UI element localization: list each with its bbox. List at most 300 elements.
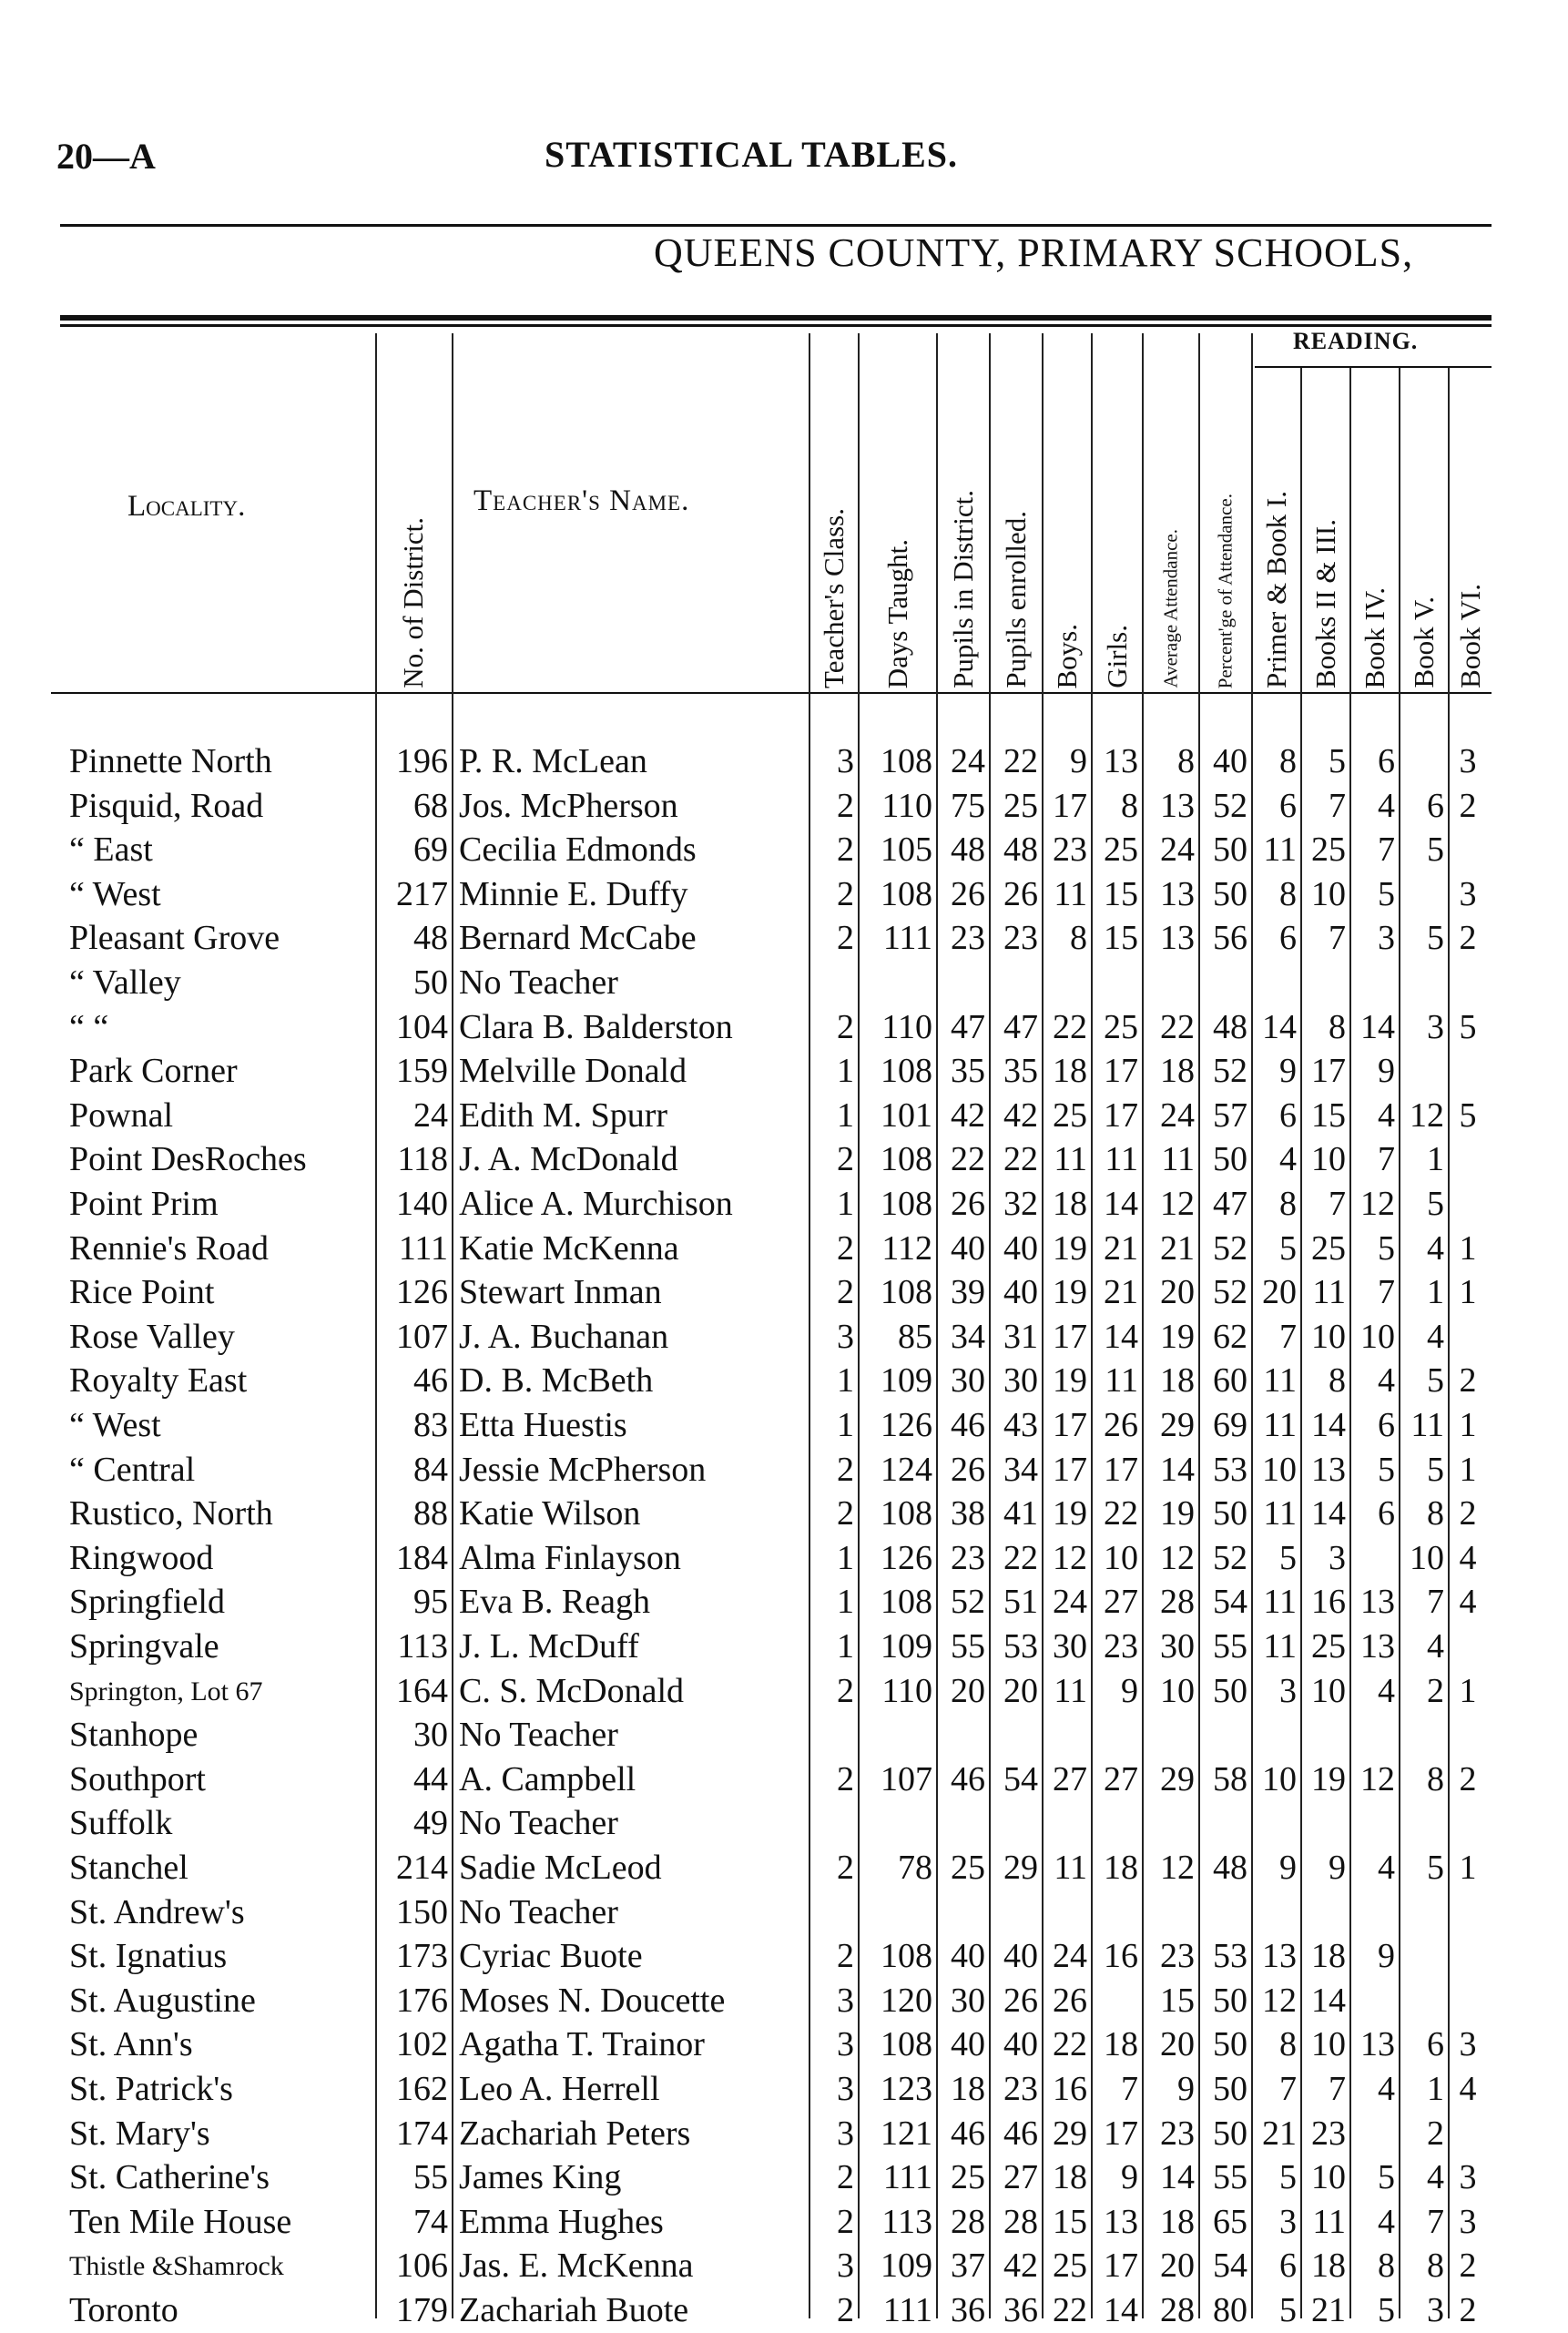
- cell-b4: 6: [1378, 742, 1395, 780]
- page-title: STATISTICAL TABLES.: [545, 134, 959, 175]
- cell-locality: Rennie's Road: [69, 1228, 269, 1268]
- cell-pupils: 75: [951, 786, 985, 825]
- table-row: [0, 1049, 1568, 1094]
- cell-class: 2: [837, 786, 854, 825]
- cell-district: 217: [396, 874, 448, 913]
- cell-pct: 47: [1213, 1185, 1247, 1223]
- cell-days: 108: [881, 1140, 932, 1179]
- cell-primer: 6: [1279, 2246, 1297, 2286]
- cell-avg: 24: [1160, 830, 1195, 870]
- cell-locality: Pinnette North: [69, 742, 272, 780]
- cell-teacher: Stewart Inman: [459, 1273, 662, 1312]
- cell-enrolled: 43: [1003, 1406, 1038, 1444]
- cell-teacher: Edith M. Spurr: [459, 1095, 668, 1135]
- cell-b5: 7: [1427, 2202, 1444, 2241]
- cell-avg: 23: [1160, 1937, 1195, 1976]
- cell-girls: 17: [1104, 1052, 1138, 1091]
- cell-district: 111: [398, 1228, 448, 1268]
- cell-avg: 13: [1160, 786, 1195, 825]
- cell-pupils: 48: [951, 830, 985, 870]
- cell-pct: 50: [1213, 1671, 1247, 1710]
- cell-avg: 20: [1160, 2025, 1195, 2064]
- book-four-column-header: Book IV.: [1359, 586, 1390, 688]
- cell-avg: 24: [1160, 1095, 1195, 1135]
- cell-boys: 18: [1053, 1052, 1087, 1091]
- cell-girls: 21: [1104, 1228, 1138, 1268]
- cell-avg: 15: [1160, 1981, 1195, 2020]
- cell-enrolled: 40: [1003, 1937, 1038, 1976]
- cell-pct: 69: [1213, 1406, 1247, 1444]
- cell-b23: 14: [1311, 1981, 1346, 2020]
- header-double-rule-bottom: [60, 324, 1492, 327]
- cell-enrolled: 53: [1003, 1627, 1038, 1666]
- header-double-rule-top: [60, 315, 1492, 321]
- cell-pct: 56: [1213, 919, 1247, 958]
- cell-enrolled: 20: [1003, 1671, 1038, 1710]
- cell-class: 2: [837, 1273, 854, 1312]
- cell-b23: 21: [1311, 2291, 1346, 2329]
- reading-group-header: READING.: [1293, 328, 1419, 354]
- cell-class: 2: [837, 830, 854, 870]
- cell-pupils: 26: [951, 1450, 985, 1489]
- cell-pct: 48: [1213, 1007, 1247, 1046]
- cell-class: 1: [837, 1538, 854, 1577]
- cell-enrolled: 54: [1003, 1759, 1038, 1798]
- cell-pct: 52: [1213, 1052, 1247, 1091]
- cell-pupils: 46: [951, 1406, 985, 1444]
- cell-b5: 1: [1427, 1140, 1444, 1179]
- cell-locality: Rose Valley: [69, 1317, 235, 1356]
- cell-boys: 15: [1053, 2202, 1087, 2241]
- cell-district: 106: [396, 2246, 448, 2286]
- cell-primer: 10: [1262, 1759, 1297, 1798]
- cell-b5: 5: [1427, 1450, 1444, 1489]
- cell-b6: 2: [1459, 2246, 1477, 2286]
- cell-girls: 26: [1104, 1406, 1138, 1444]
- cell-b23: 10: [1311, 1671, 1346, 1710]
- cell-b5: 8: [1427, 2246, 1444, 2286]
- cell-days: 108: [881, 1937, 932, 1976]
- table-row: [0, 1182, 1568, 1227]
- cell-girls: 8: [1121, 786, 1138, 825]
- cell-boys: 23: [1053, 830, 1087, 870]
- cell-b23: 11: [1312, 1273, 1346, 1312]
- cell-girls: 14: [1104, 1317, 1138, 1356]
- cell-teacher: P. R. McLean: [459, 742, 647, 780]
- cell-primer: 11: [1263, 830, 1297, 870]
- cell-class: 2: [837, 1007, 854, 1046]
- cell-teacher: Jas. E. McKenna: [459, 2246, 694, 2286]
- cell-locality: Springton, Lot 67: [69, 1676, 263, 1706]
- cell-locality: Stanhope: [69, 1716, 199, 1755]
- cell-b23: 7: [1329, 1185, 1346, 1223]
- table-row: [0, 1005, 1568, 1050]
- cell-b23: 19: [1311, 1759, 1346, 1798]
- cell-pct: 58: [1213, 1759, 1247, 1798]
- cell-teacher: Alice A. Murchison: [459, 1185, 733, 1223]
- cell-enrolled: 42: [1003, 2246, 1038, 2286]
- cell-primer: 14: [1262, 1007, 1297, 1046]
- cell-pct: 65: [1213, 2202, 1247, 2241]
- cell-days: 124: [881, 1450, 932, 1489]
- cell-class: 3: [837, 1981, 854, 2020]
- cell-district: 126: [396, 1273, 448, 1312]
- cell-b6: 4: [1459, 1583, 1477, 1622]
- cell-days: 108: [881, 874, 932, 913]
- cell-b4: 5: [1378, 2291, 1395, 2329]
- table-row: [0, 916, 1568, 961]
- cell-enrolled: 35: [1003, 1052, 1038, 1091]
- cell-district: 30: [413, 1716, 448, 1755]
- cell-avg: 28: [1160, 1583, 1195, 1622]
- cell-locality: “ Valley: [69, 963, 181, 1002]
- cell-boys: 11: [1054, 874, 1087, 913]
- cell-district: 102: [396, 2025, 448, 2064]
- cell-b4: 7: [1378, 1273, 1395, 1312]
- cell-class: 2: [837, 2158, 854, 2197]
- cell-pupils: 26: [951, 1185, 985, 1223]
- cell-girls: 10: [1104, 1538, 1138, 1577]
- cell-girls: 14: [1104, 2291, 1138, 2329]
- cell-pupils: 38: [951, 1494, 985, 1533]
- cell-locality: Royalty East: [69, 1361, 248, 1401]
- cell-b23: 9: [1329, 1849, 1346, 1887]
- header-bottom-rule: [51, 692, 1492, 694]
- cell-b6: 4: [1459, 2070, 1477, 2108]
- cell-boys: 11: [1054, 1140, 1087, 1179]
- table-row: [0, 1625, 1568, 1669]
- cell-avg: 9: [1177, 2070, 1195, 2108]
- cell-pupils: 25: [951, 2158, 985, 2197]
- cell-class: 1: [837, 1052, 854, 1091]
- cell-class: 1: [837, 1583, 854, 1622]
- cell-girls: 17: [1104, 2246, 1138, 2286]
- cell-boys: 8: [1070, 919, 1087, 958]
- cell-locality: “ Central: [69, 1450, 196, 1489]
- cell-days: 109: [881, 1627, 932, 1666]
- cell-primer: 7: [1279, 1317, 1297, 1356]
- cell-b4: 8: [1378, 2246, 1395, 2286]
- cell-enrolled: 32: [1003, 1185, 1038, 1223]
- cell-b23: 25: [1311, 1627, 1346, 1666]
- cell-days: 111: [882, 919, 932, 958]
- cell-b23: 7: [1329, 786, 1346, 825]
- cell-boys: 24: [1053, 1937, 1087, 1976]
- cell-days: 121: [881, 2114, 932, 2153]
- days-taught-column-header: Days Taught.: [881, 538, 913, 688]
- cell-b23: 17: [1311, 1052, 1346, 1091]
- cell-district: 24: [413, 1095, 448, 1135]
- cell-pupils: 24: [951, 742, 985, 780]
- cell-days: 126: [881, 1406, 932, 1444]
- table-row: [0, 1890, 1568, 1935]
- cell-locality: St. Patrick's: [69, 2070, 233, 2108]
- table-row: [0, 1934, 1568, 1979]
- cell-pupils: 36: [951, 2291, 985, 2329]
- cell-b23: 13: [1311, 1450, 1346, 1489]
- district-column-header: No. of District.: [397, 517, 429, 688]
- cell-class: 2: [837, 1849, 854, 1887]
- cell-locality: Point DesRoches: [69, 1140, 307, 1179]
- cell-avg: 10: [1160, 1671, 1195, 1710]
- cell-b5: 1: [1427, 1273, 1444, 1312]
- cell-teacher: Emma Hughes: [459, 2202, 664, 2241]
- cell-pupils: 30: [951, 1361, 985, 1401]
- cell-b6: 1: [1459, 1450, 1477, 1489]
- district-header-cell: [377, 333, 450, 690]
- cell-girls: 7: [1121, 2070, 1138, 2108]
- cell-teacher: No Teacher: [459, 1892, 618, 1931]
- cell-days: 108: [881, 1494, 932, 1533]
- cell-district: 84: [413, 1450, 448, 1489]
- cell-class: 3: [837, 1317, 854, 1356]
- cell-b4: 9: [1378, 1052, 1395, 1091]
- cell-b5: 8: [1427, 1759, 1444, 1798]
- cell-teacher: No Teacher: [459, 1804, 618, 1843]
- cell-b6: 3: [1459, 2025, 1477, 2064]
- cell-enrolled: 29: [1003, 1849, 1038, 1887]
- cell-district: 164: [396, 1671, 448, 1710]
- cell-primer: 6: [1279, 919, 1297, 958]
- cell-primer: 11: [1263, 1361, 1297, 1401]
- cell-primer: 3: [1279, 1671, 1297, 1710]
- cell-b6: 2: [1459, 919, 1477, 958]
- cell-b4: 13: [1360, 1627, 1395, 1666]
- cell-b6: 2: [1459, 1361, 1477, 1401]
- cell-district: 150: [396, 1892, 448, 1931]
- cell-teacher: Alma Finlayson: [459, 1538, 681, 1577]
- cell-b4: 9: [1378, 1937, 1395, 1976]
- cell-boys: 19: [1053, 1273, 1087, 1312]
- cell-enrolled: 48: [1003, 830, 1038, 870]
- cell-teacher: Cecilia Edmonds: [459, 830, 697, 870]
- table-row: [0, 1979, 1568, 2023]
- cell-boys: 22: [1053, 1007, 1087, 1046]
- table-row: [0, 1757, 1568, 1802]
- cell-primer: 4: [1279, 1140, 1297, 1179]
- cell-pct: 53: [1213, 1450, 1247, 1489]
- cell-avg: 13: [1160, 874, 1195, 913]
- cell-district: 113: [397, 1627, 448, 1666]
- table-row: [0, 2244, 1568, 2288]
- cell-enrolled: 26: [1003, 874, 1038, 913]
- cell-b4: 5: [1378, 874, 1395, 913]
- cell-boys: 18: [1053, 2158, 1087, 2197]
- cell-pct: 50: [1213, 830, 1247, 870]
- cell-boys: 26: [1053, 1981, 1087, 2020]
- cell-b23: 16: [1311, 1583, 1346, 1622]
- cell-locality: “ West: [69, 1406, 161, 1444]
- cell-b4: 13: [1360, 1583, 1395, 1622]
- cell-enrolled: 34: [1003, 1450, 1038, 1489]
- cell-days: 109: [881, 2246, 932, 2286]
- cell-girls: 9: [1121, 1671, 1138, 1710]
- table-row: [0, 1094, 1568, 1138]
- enrolled-header-cell: [991, 333, 1042, 690]
- cell-teacher: Eva B. Reagh: [459, 1583, 651, 1622]
- cell-primer: 21: [1262, 2114, 1297, 2153]
- cell-girls: 16: [1104, 1937, 1138, 1976]
- cell-b4: 4: [1378, 1095, 1395, 1135]
- cell-class: 2: [837, 2202, 854, 2241]
- cell-girls: 21: [1104, 1273, 1138, 1312]
- cell-teacher: No Teacher: [459, 963, 618, 1002]
- cell-teacher: J. A. McDonald: [459, 1140, 678, 1179]
- cell-b23: 8: [1329, 1361, 1346, 1401]
- cell-girls: 25: [1104, 1007, 1138, 1046]
- cell-locality: St. Mary's: [69, 2114, 210, 2153]
- cell-enrolled: 51: [1003, 1583, 1038, 1622]
- cell-b6: 1: [1459, 1406, 1477, 1444]
- table-row: [0, 2112, 1568, 2156]
- cell-b23: 14: [1311, 1406, 1346, 1444]
- cell-b23: 10: [1311, 1140, 1346, 1179]
- cell-locality: St. Augustine: [69, 1981, 256, 2020]
- primer-header-cell: [1253, 333, 1300, 690]
- cell-class: 1: [837, 1627, 854, 1666]
- cell-days: 107: [881, 1759, 932, 1798]
- cell-boys: 17: [1053, 1406, 1087, 1444]
- cell-b23: 25: [1311, 830, 1346, 870]
- cell-b5: 5: [1427, 1361, 1444, 1401]
- cell-class: 2: [837, 1671, 854, 1710]
- cell-days: 123: [881, 2070, 932, 2108]
- cell-district: 74: [413, 2202, 448, 2241]
- pupils-in-district-column-header: Pupils in District.: [947, 490, 979, 688]
- cell-locality: Rice Point: [69, 1273, 215, 1312]
- cell-district: 184: [396, 1538, 448, 1577]
- cell-b6: 2: [1459, 1494, 1477, 1533]
- cell-b23: 8: [1329, 1007, 1346, 1046]
- cell-days: 108: [881, 742, 932, 780]
- cell-boys: 11: [1054, 1671, 1087, 1710]
- cell-pupils: 42: [951, 1095, 985, 1135]
- cell-teacher: Zachariah Buote: [459, 2291, 689, 2329]
- cell-b4: 4: [1378, 1849, 1395, 1887]
- cell-locality: Stanchel: [69, 1849, 188, 1887]
- cell-locality: Ringwood: [69, 1538, 214, 1577]
- primer-book-one-column-header: Primer & Book I.: [1260, 491, 1292, 688]
- cell-class: 3: [837, 742, 854, 780]
- cell-pct: 50: [1213, 1981, 1247, 2020]
- cell-pct: 53: [1213, 1937, 1247, 1976]
- cell-b23: 15: [1311, 1095, 1346, 1135]
- cell-pupils: 20: [951, 1671, 985, 1710]
- cell-boys: 25: [1053, 1095, 1087, 1135]
- cell-primer: 3: [1279, 2202, 1297, 2241]
- cell-pct: 50: [1213, 2114, 1247, 2153]
- cell-b4: 5: [1378, 1228, 1395, 1268]
- pct-header-cell: [1200, 333, 1251, 690]
- table-row: [0, 1580, 1568, 1625]
- cell-b4: 10: [1360, 1317, 1395, 1356]
- cell-b4: 4: [1378, 2070, 1395, 2108]
- cell-primer: 9: [1279, 1849, 1297, 1887]
- cell-enrolled: 40: [1003, 2025, 1038, 2064]
- cell-enrolled: 23: [1003, 2070, 1038, 2108]
- cell-days: 101: [881, 1095, 932, 1135]
- cell-enrolled: 41: [1003, 1494, 1038, 1533]
- cell-primer: 11: [1263, 1583, 1297, 1622]
- cell-girls: 25: [1104, 830, 1138, 870]
- cell-pct: 50: [1213, 1140, 1247, 1179]
- cell-b23: 5: [1329, 742, 1346, 780]
- pupils-header-cell: [938, 333, 989, 690]
- cell-locality: Park Corner: [69, 1052, 238, 1091]
- cell-b6: 3: [1459, 2202, 1477, 2241]
- cell-avg: 11: [1161, 1140, 1195, 1179]
- cell-pct: 52: [1213, 1538, 1247, 1577]
- cell-teacher: J. L. McDuff: [459, 1627, 639, 1666]
- days-header-cell: [860, 333, 936, 690]
- cell-days: 126: [881, 1538, 932, 1577]
- cell-b23: 3: [1329, 1538, 1346, 1577]
- cell-primer: 11: [1263, 1406, 1297, 1444]
- cell-b4: 4: [1378, 1671, 1395, 1710]
- cell-pct: 57: [1213, 1095, 1247, 1135]
- table-row: [0, 1846, 1568, 1890]
- cell-avg: 23: [1160, 2114, 1195, 2153]
- cell-teacher: Jos. McPherson: [459, 786, 678, 825]
- cell-girls: 23: [1104, 1627, 1138, 1666]
- cell-b5: 7: [1427, 1583, 1444, 1622]
- cell-class: 2: [837, 1228, 854, 1268]
- cell-teacher: No Teacher: [459, 1716, 618, 1755]
- cell-b23: 18: [1311, 1937, 1346, 1976]
- top-rule: [60, 224, 1492, 227]
- cell-pct: 50: [1213, 874, 1247, 913]
- cell-district: 162: [396, 2070, 448, 2108]
- cell-teacher: Agatha T. Trainor: [459, 2025, 705, 2064]
- cell-primer: 11: [1263, 1627, 1297, 1666]
- cell-avg: 29: [1160, 1406, 1195, 1444]
- cell-b5: 6: [1427, 786, 1444, 825]
- cell-b6: 3: [1459, 874, 1477, 913]
- cell-b4: 6: [1378, 1494, 1395, 1533]
- cell-locality: “ West: [69, 874, 161, 913]
- cell-boys: 11: [1054, 1849, 1087, 1887]
- table-row: [0, 1448, 1568, 1493]
- cell-pupils: 28: [951, 2202, 985, 2241]
- cell-district: 46: [413, 1361, 448, 1401]
- avg-header-cell: [1144, 333, 1198, 690]
- boys-header-cell: [1044, 333, 1091, 690]
- cell-locality: “ East: [69, 830, 153, 870]
- table-row: [0, 1270, 1568, 1315]
- cell-boys: 29: [1053, 2114, 1087, 2153]
- cell-enrolled: 47: [1003, 1007, 1038, 1046]
- cell-teacher: D. B. McBeth: [459, 1361, 654, 1401]
- cell-teacher: J. A. Buchanan: [459, 1317, 669, 1356]
- cell-b23: 7: [1329, 919, 1346, 958]
- pupils-enrolled-column-header: Pupils enrolled.: [1000, 511, 1032, 688]
- cell-b23: 25: [1311, 1228, 1346, 1268]
- cell-pupils: 39: [951, 1273, 985, 1312]
- cell-locality: Toronto: [69, 2291, 178, 2329]
- cell-avg: 13: [1160, 919, 1195, 958]
- cell-locality: Pleasant Grove: [69, 919, 280, 958]
- cell-pupils: 22: [951, 1140, 985, 1179]
- cell-primer: 11: [1263, 1494, 1297, 1533]
- cell-teacher: Zachariah Peters: [459, 2114, 691, 2153]
- book-five-column-header: Book V.: [1408, 596, 1440, 688]
- cell-b5: 5: [1427, 919, 1444, 958]
- cell-boys: 9: [1070, 742, 1087, 780]
- cell-b5: 4: [1427, 1627, 1444, 1666]
- cell-b5: 2: [1427, 1671, 1444, 1710]
- cell-enrolled: 28: [1003, 2202, 1038, 2241]
- cell-enrolled: 42: [1003, 1095, 1038, 1135]
